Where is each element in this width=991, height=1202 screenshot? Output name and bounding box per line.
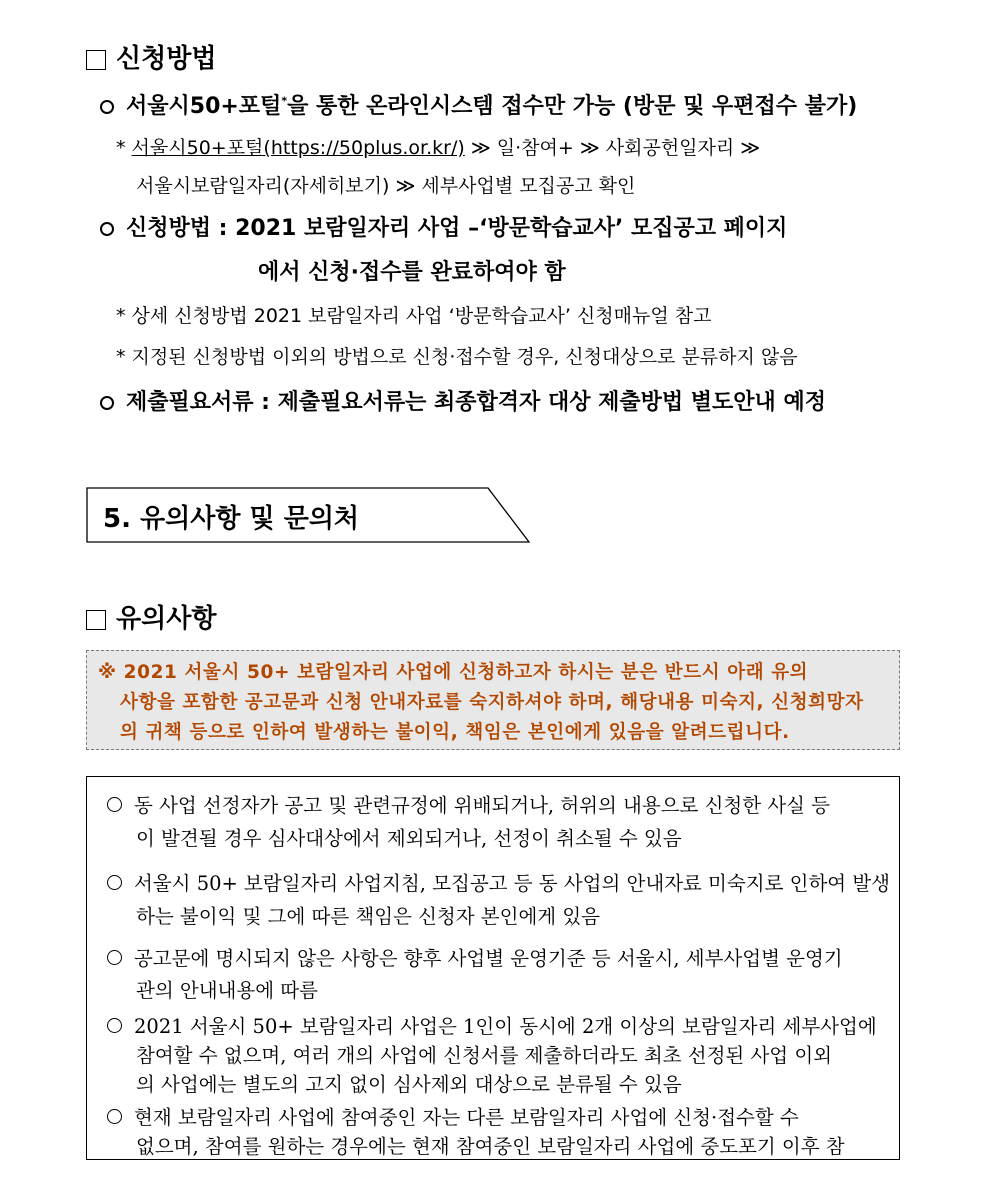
section5-title: 5. 유의사항 및 문의처 [103, 504, 360, 534]
caution-item: 2021 서울시 50+ 보람일자리 사업은 1인이 동시에 2개 이상의 보람일자리 세부사업에 [107, 1011, 877, 1039]
caution-item: 현재 보람일자리 사업에 참여중인 자는 다른 보람일자리 사업에 신청·접수할 수 [107, 1102, 799, 1130]
caution-list-box [86, 776, 900, 1160]
hollow-circle-bullet-icon [107, 875, 122, 890]
caution-heading: 유의사항 [86, 598, 216, 635]
method-item-apply-page-cont: 에서 신청·접수를 완료하여야 함 [258, 260, 566, 285]
method-note-portal-path-cont: 서울시보람일자리(자세히보기) ≫ 세부사업별 모집공고 확인 [136, 175, 636, 197]
method-note-portal-path: * 서울시50+포털(https://50plus.or.kr/) ≫ 일·참여+ ≫ 사회공헌일자리 ≫ [116, 137, 761, 159]
caution-item-cont: 없으며, 참여를 원하는 경우에는 현재 참여중인 보람일자리 사업에 중도포기 이후 참 [136, 1135, 845, 1158]
notice-line: ※ 2021 서울시 50+ 보람일자리 사업에 신청하고자 하시는 분은 반드시 아래 유의 [98, 662, 809, 683]
section5-banner [86, 487, 531, 543]
hollow-circle-bullet-icon [107, 797, 122, 812]
method-item-documents: 제출필요서류 : 제출필요서류는 최종합격자 대상 제출방법 별도안내 예정 [100, 385, 826, 416]
caution-item-cont: 이 발견될 경우 심사대상에서 제외되거나, 선정이 취소될 수 있음 [136, 827, 682, 850]
checkbox-square-icon [86, 610, 106, 630]
method-heading: 신청방법 [86, 38, 216, 75]
hollow-circle-bullet-icon [100, 222, 114, 236]
checkbox-square-icon [86, 50, 106, 70]
hollow-circle-bullet-icon [100, 100, 114, 114]
hollow-circle-bullet-icon [107, 1109, 122, 1124]
method-note-manual: * 상세 신청방법 2021 보람일자리 사업 ‘방문학습교사’ 신청매뉴얼 참고 [116, 305, 712, 327]
caution-item: 서울시 50+ 보람일자리 사업지침, 모집공고 등 동 사업의 안내자료 미숙지로 인하여 발생 [107, 868, 890, 896]
hollow-circle-bullet-icon [100, 396, 114, 410]
caution-item-cont: 의 사업에는 별도의 고지 없이 심사제외 대상으로 분류될 수 있음 [136, 1073, 682, 1096]
caution-item: 동 사업 선정자가 공고 및 관련규정에 위배되거나, 허위의 내용으로 신청한 사실 등 [107, 790, 830, 818]
portal-link[interactable]: 서울시50+포털(https://50plus.or.kr/) [131, 137, 465, 159]
hollow-circle-bullet-icon [107, 1018, 122, 1033]
method-note-exclusion: * 지정된 신청방법 이외의 방법으로 신청·접수할 경우, 신청대상으로 분류하지 않음 [116, 346, 798, 368]
caution-item-cont: 참여할 수 없으며, 여러 개의 사업에 신청서를 제출하더라도 최초 선정된 사업 이외 [136, 1044, 833, 1067]
method-item-online-only: 서울시50+포털*을 통한 온라인시스템 접수만 가능 (방문 및 우편접수 불가) [100, 89, 857, 120]
caution-item: 공고문에 명시되지 않은 사항은 향후 사업별 운영기준 등 서울시, 세부사업별 운영기 [107, 943, 843, 971]
method-item-apply-page: 신청방법 : 2021 보람일자리 사업 –‘방문학습교사’ 모집공고 페이지 [100, 211, 787, 242]
notice-line: 사항을 포함한 공고문과 신청 안내자료를 숙지하셔야 하며, 해당내용 미숙지, 신청희망자 [120, 692, 864, 713]
caution-item-cont: 하는 불이익 및 그에 따른 책임은 신청자 본인에게 있음 [136, 905, 601, 928]
notice-line: 의 귀책 등으로 인하여 발생하는 불이익, 책임은 본인에게 있음을 알려드립니다. [120, 722, 790, 743]
hollow-circle-bullet-icon [107, 950, 122, 965]
caution-item-cont: 관의 안내내용에 따름 [136, 979, 318, 1002]
notice-box [86, 650, 900, 750]
